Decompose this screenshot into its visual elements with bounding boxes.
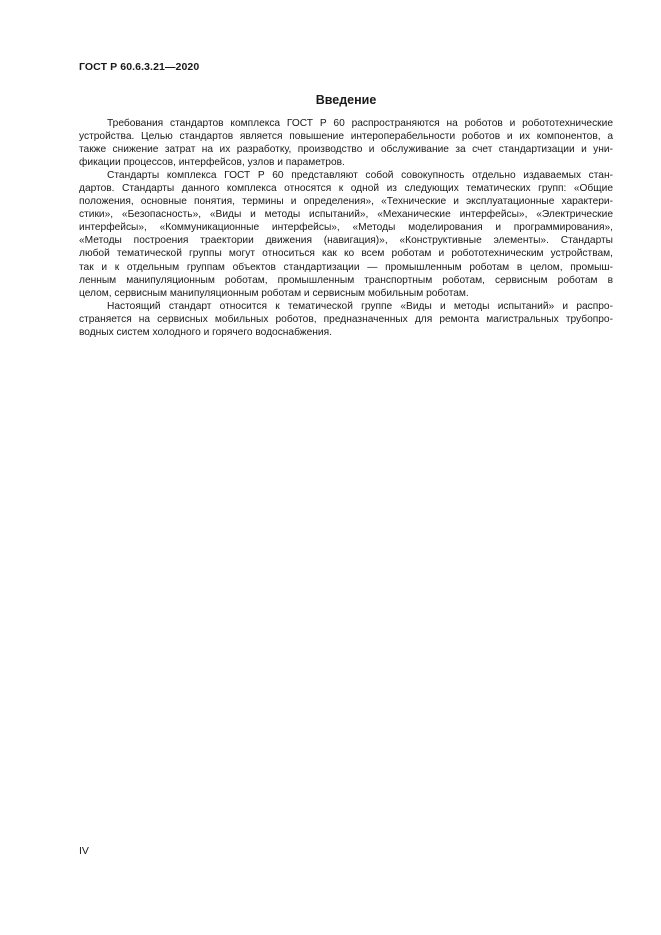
text-line: страняется на сервисных мобильных роботов, предназначенных для ремонта магистральных трубопро- [79,313,613,325]
paragraph-2 [79,169,613,299]
body-text [79,117,613,339]
text-line: также снижение затрат на их разработку, производство и обслуживание за счет стандартизации и уни- [79,144,613,156]
text-line: водных систем холодного и горячего водоснабжения. [79,326,332,338]
text-line: дартов. Стандарты данного комплекса относятся к одной из следующих тематических групп: «Общие [79,183,613,195]
paragraph-3 [79,300,613,339]
text-line: Требования стандартов комплекса ГОСТ Р 60 распространяются на роботов и робототехнические [107,118,613,129]
page-number: IV [79,845,89,857]
text-line: Настоящий стандарт относится к тематической группе «Виды и методы испытаний» и распро- [107,300,613,312]
paragraph-1 [79,117,613,169]
text-line: любой тематической группы могут относиться как ко всем роботам и робототехническим устройствам, [79,248,613,260]
text-line: «Методы построения траектории движения (навигация)», «Конструктивные элементы». Стандарты [79,235,613,247]
text-line: Стандарты комплекса ГОСТ Р 60 представляют собой совокупность отдельно издаваемых стан- [107,170,613,182]
text-line: положения, основные понятия, термины и определения», «Технические и эксплуатационные характери- [79,196,613,208]
text-line: стики», «Безопасность», «Виды и методы испытаний», «Механические интерфейсы», «Электрические [79,209,613,221]
text-line: устройства. Целью стандартов является повышение интероперабельности роботов и их компонентов, а [79,131,613,143]
text-line: так и к отдельным группам объектов стандартизации — промышленным роботам в целом, промыш- [79,261,613,273]
section-title: Введение [315,93,377,107]
text-line: ленным манипуляционным роботам, промышленным транспортным роботам, сервисным роботам в [79,274,613,286]
text-line: фикации процессов, интерфейсов, узлов и параметров. [79,157,345,169]
text-line: целом, сервисным манипуляционным роботам и сервисным мобильным роботам. [79,287,469,299]
standard-code: ГОСТ Р 60.6.3.21—2020 [79,61,200,73]
text-line: интерфейсы», «Коммуникационные интерфейсы», «Методы моделирования и программирования», [79,222,613,234]
